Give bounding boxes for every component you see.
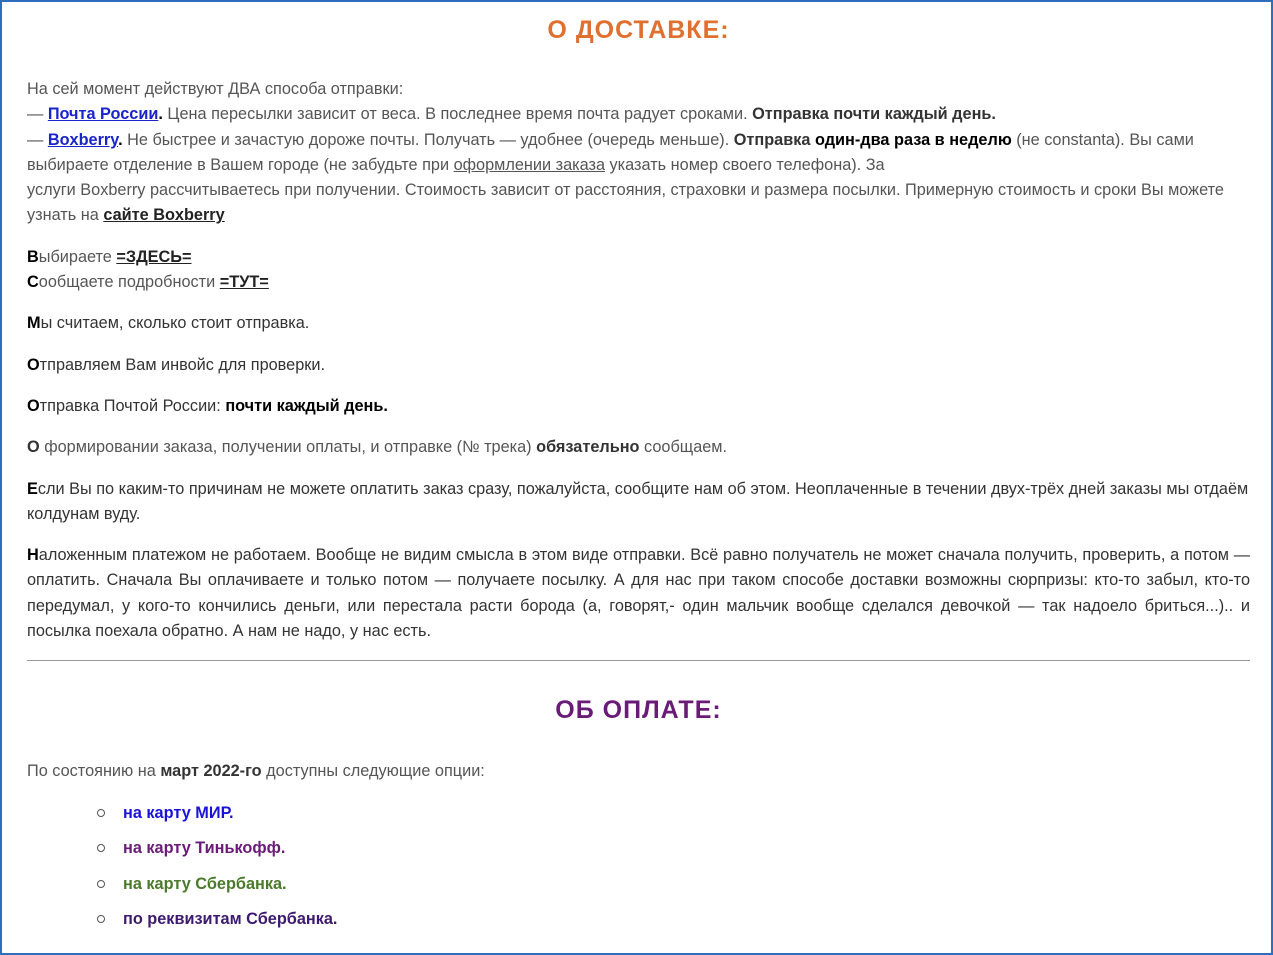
- inform-order-first-letter: О: [27, 438, 40, 457]
- content: [27, 2, 1250, 943]
- inform-first-letter: С: [27, 273, 39, 292]
- russian-post-link[interactable]: Почта России: [47, 105, 159, 124]
- count-text: ы считаем, сколько стоит отправка.: [40, 314, 310, 333]
- cod-first-letter: Н: [27, 546, 39, 565]
- boxberry-site-link[interactable]: сайте Boxberry: [103, 206, 225, 225]
- inform-order-tail: сообщаем.: [639, 438, 728, 457]
- payment-option-sberbank-card: [97, 872, 1250, 897]
- inform-text: ообщаете подробности: [38, 273, 220, 292]
- boxberry-bold1: Отправка: [733, 130, 815, 149]
- ways-intro: На сей момент действуют ДВА способа отправки:: [27, 80, 404, 98]
- choose-first-letter: В: [27, 247, 39, 266]
- inform-order-paragraph: [27, 435, 1250, 460]
- circle-bullet-icon: [97, 844, 105, 852]
- inform-order-bold: обязательно: [536, 438, 640, 457]
- post-bold: Отправка почти каждый день.: [752, 105, 996, 124]
- boxberry-text2: (не constanta). Вы сами выбираете отделение в Вашем городе (не забудьте при: [27, 130, 1194, 174]
- payment-option-label: по реквизитам Сбербанка.: [123, 910, 338, 929]
- boxberry-text1: Не быстрее и зачастую дороже почты. Получать — удобнее (очередь меньше).: [122, 130, 734, 149]
- choose-inform-paragraph: [27, 245, 1250, 296]
- payment-option-tinkoff: [97, 836, 1250, 861]
- count-paragraph: [27, 311, 1250, 336]
- boxberry-dot: .: [118, 130, 123, 149]
- payment-intro-date: март 2022-го: [160, 762, 262, 781]
- choose-text: ыбираете: [38, 247, 117, 266]
- ship-text: тправка Почтой России:: [39, 396, 226, 415]
- boxberry-dash: —: [27, 130, 48, 149]
- payment-intro-post: доступны следующие опции:: [261, 762, 485, 781]
- post-dot: .: [158, 105, 163, 124]
- invoice-paragraph: [27, 353, 1250, 378]
- ship-first-letter: О: [27, 396, 40, 415]
- boxberry-text3: указать номер своего телефона). За: [605, 155, 885, 174]
- payment-option-sberbank-details: [97, 907, 1250, 932]
- circle-bullet-icon: [97, 880, 105, 888]
- payment-option-label: на карту Тинькофф.: [123, 839, 286, 858]
- ship-paragraph: [27, 394, 1250, 419]
- payment-option-label: на карту МИР.: [123, 803, 234, 822]
- unpaid-text: сли Вы по каким-то причинам не можете оплатить заказ сразу, пожалуйста, сообщите нам об этом. Неоплаченные в течении двух-трёх дней заказы мы отдаём колдунам вуду.: [27, 479, 1249, 523]
- payment-option-mir: [97, 801, 1250, 826]
- invoice-first-letter: О: [27, 355, 40, 374]
- delivery-title: О ДОСТАВКЕ:: [547, 16, 730, 44]
- payment-title: ОБ ОПЛАТЕ:: [555, 696, 722, 725]
- cod-text: аложенным платежом не работаем. Вообще не видим смысла в этом виде отправки. Всё равно получатель не может сначала получить, проверить, а потом — оплатить. Сначала Вы оплачиваете и только потом — получаете посылку. А для нас при таком способе доставки возможны сюрпризы: кто-то забыл, кто-то передумал, у кого-то кончились деньги, или перестала расти борода (а, говорят,- один мальчик вообще сделался девочкой — так надоело бриться...).. и посылка поехала обратно. А нам не надо, у нас есть.: [27, 546, 1250, 641]
- inform-order-text: формировании заказа, получении оплаты, и отправке (№ трека): [39, 438, 537, 457]
- post-text: Цена пересылки зависит от веса. В последнее время почта радует сроками.: [162, 105, 753, 124]
- boxberry-link[interactable]: Boxberry: [47, 130, 119, 149]
- payment-options-list: [27, 801, 1250, 933]
- circle-bullet-icon: [97, 809, 105, 817]
- count-first-letter: М: [27, 314, 41, 333]
- payment-option-label: на карту Сбербанка.: [123, 874, 287, 893]
- inform-here-link[interactable]: =ТУТ=: [219, 273, 269, 292]
- ship-bold: почти каждый день.: [225, 396, 388, 415]
- boxberry-text4: услуги Boxberry рассчитываетесь при получении. Стоимость зависит от расстояния, страховки и размера посылки. Примерную стоимость и сроки Вы можете узнать на: [27, 181, 1224, 225]
- cod-paragraph: [27, 543, 1250, 644]
- unpaid-paragraph: [27, 477, 1250, 528]
- order-form-link[interactable]: оформлении заказа: [453, 155, 606, 174]
- invoice-text: тправляем Вам инвойс для проверки.: [39, 355, 325, 374]
- choose-here-link[interactable]: =ЗДЕСЬ=: [116, 247, 192, 266]
- boxberry-bold2: один-два раза в неделю: [814, 130, 1012, 149]
- payment-intro: [27, 759, 1250, 784]
- delivery-methods-paragraph: [27, 77, 1250, 229]
- unpaid-first-letter: Е: [27, 479, 38, 498]
- section-divider: [27, 660, 1250, 661]
- post-dash: —: [27, 105, 48, 124]
- payment-intro-pre: По состоянию на: [27, 762, 161, 781]
- circle-bullet-icon: [97, 915, 105, 923]
